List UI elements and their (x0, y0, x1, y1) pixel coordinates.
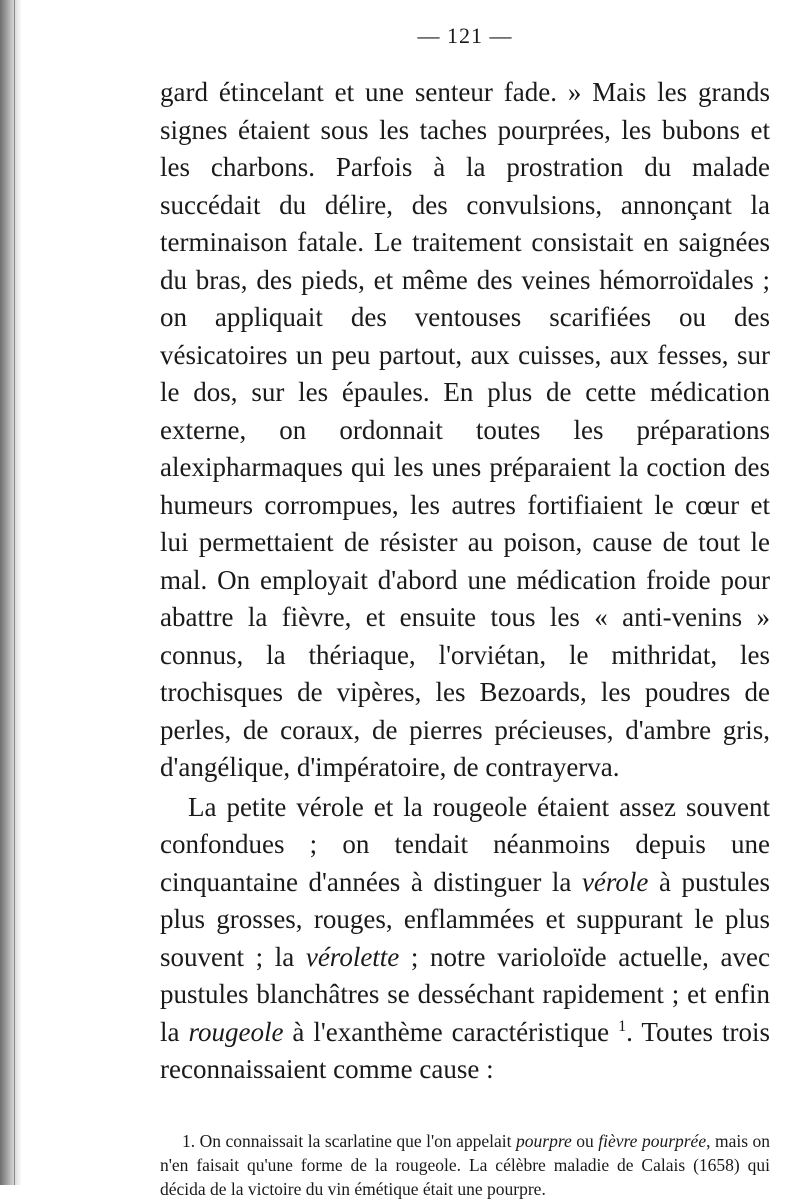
text-run: . Toutes trois reconnaissaient comme cause : (160, 1016, 770, 1084)
page-gutter-shadow (0, 0, 22, 1185)
paragraph-1 (160, 74, 770, 787)
binding-edge (14, 0, 15, 1185)
italic-term: rougeole (188, 1016, 284, 1047)
text-run: 1. On connaissait la scarlatine que l'on appelait (182, 1130, 517, 1151)
italic-term: fièvre pourprée (598, 1130, 707, 1151)
body-text (160, 74, 770, 1089)
italic-term: vérole (581, 866, 649, 897)
book-page (160, 20, 770, 1201)
page-number: — 121 — (417, 23, 513, 48)
footnote-marker: 1 (618, 1016, 627, 1035)
text-run: à l'exanthème caractéristique (283, 1016, 619, 1047)
paragraph-2 (160, 789, 770, 1089)
text-run: ; notre varioloïde actuelle, avec pustules blanchâtres se desséchant rapidement ; et enfin la (160, 941, 770, 1047)
text-run: , mais on n'en faisait qu'une forme de la rougeole. La célèbre maladie de Calais (1658) qui décida de la victoire du vin émétique était une pourpre. (160, 1130, 771, 1199)
text-run: La petite vérole et la rougeole étaient assez souvent confondues ; on tendait néanmoins depuis une cinquantaine d'années à distinguer la (160, 791, 770, 897)
footnote (160, 1129, 770, 1201)
italic-term: vérolette (305, 941, 400, 972)
text-run: gard étincelant et une senteur fade. » Mais les grands signes étaient sous les taches pourprées, les bubons et les charbons. Parfois à la prostration du malade succédait du délire, des convulsions, annonçant la terminaison fatale. Le traitement consistait en saignées du bras, des pieds, et même des veines hémorroïdales ; on appliquait des ventouses scarifiées ou des vésicatoires un peu partout, aux cuisses, aux fesses, sur le dos, sur les épaules. En plus de cette médication externe, on ordonnait toutes les préparations alexipharmaques qui les unes préparaient la coction des humeurs corrompues, les autres fortifiaient le cœur et lui permettaient de résister au poison, cause de tout le mal. On employait d'abord une médication froide pour abattre la fièvre, et ensuite tous les « anti-venins » connus, la thériaque, l'orviétan, le mithridat, les trochisques de vipères, les Bezoards, les poudres de perles, de coraux, de pierres précieuses, d'ambre gris, d'angélique, d'impératoire, de contrayerva. (160, 77, 770, 782)
italic-term: pourpre (516, 1130, 572, 1151)
text-run: à pustules plus grosses, rouges, enflammées et suppurant le plus souvent ; la (160, 866, 770, 972)
text-run: ou (571, 1130, 599, 1151)
